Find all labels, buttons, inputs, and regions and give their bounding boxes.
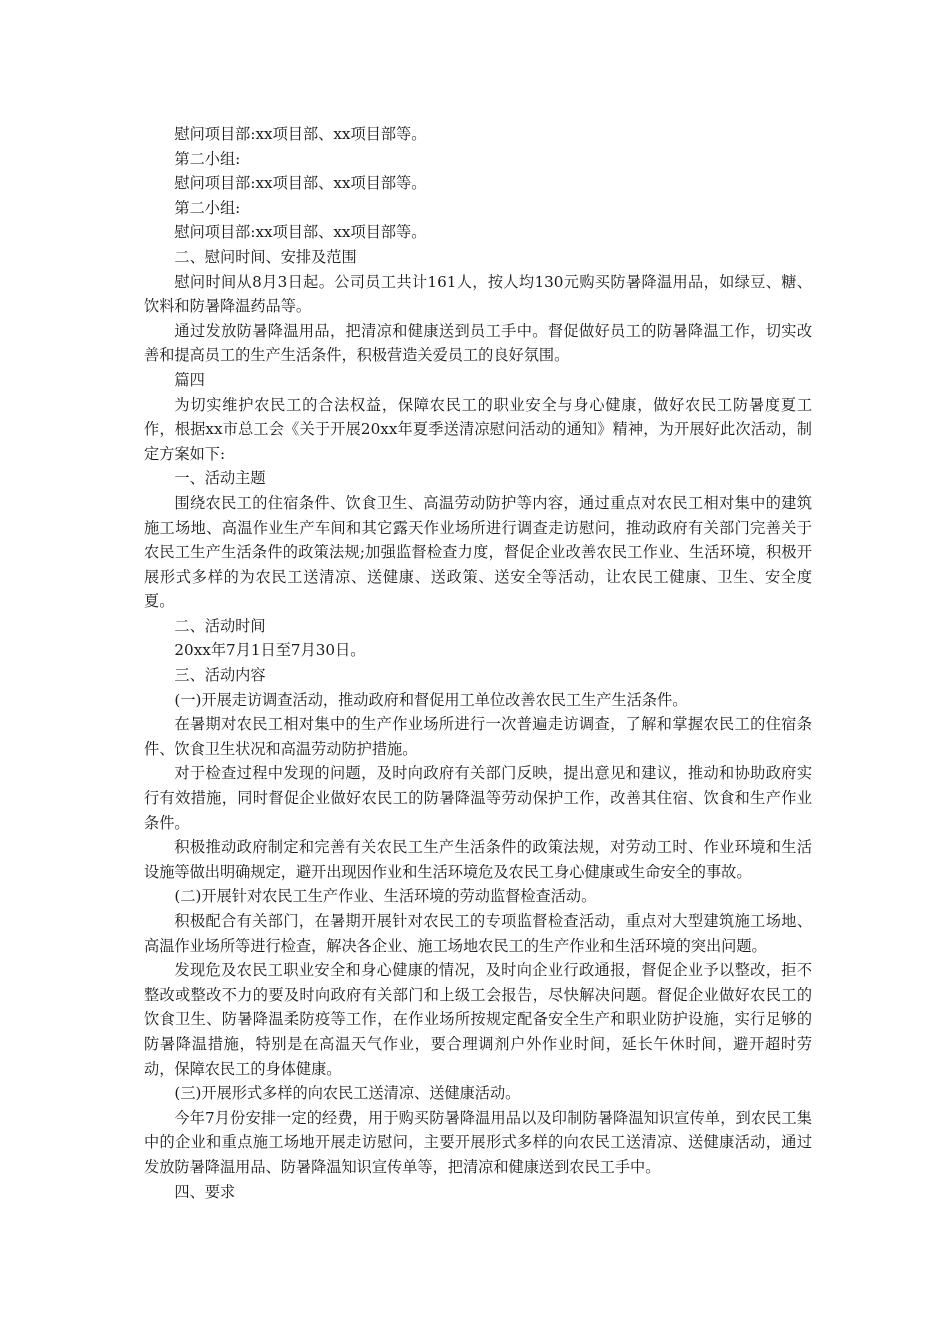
paragraph: 今年7月份安排一定的经费，用于购买防暑降温用品以及印制防暑降温知识宣传单，到农民工集中的企业和重点施工场地开展走访慰问，主要开展形式多样的向农民工送清凉、送健康活动，通过发放防暑降温用品、防暑降温知识宣传单等，把清凉和健康送到农民工手中。 <box>144 1108 812 1176</box>
subsection-heading: (二)开展针对农民工生产作业、生活环境的劳动监督检查活动。 <box>174 887 597 906</box>
paragraph: 20xx年7月1日至7月30日。 <box>174 641 366 660</box>
paragraph: 慰问项目部:xx项目部、xx项目部等。 <box>174 174 427 193</box>
paragraph: 通过发放防暑降温用品，把清凉和健康送到员工手中。督促做好员工的防暑降温工作，切实改善和提高员工的生产生活条件，积极营造关爱员工的良好氛围。 <box>144 321 812 365</box>
paragraph: 第二小组: <box>174 198 241 217</box>
paragraph: 为切实维护农民工的合法权益，保障农民工的职业安全与身心健康，做好农民工防暑度夏工作，根据xx市总工会《关于开展20xx年夏季送清凉慰问活动的通知》精神，为开展好此次活动，制定方案如下: <box>144 395 812 463</box>
document-body <box>144 122 812 1204</box>
paragraph: 第二小组: <box>174 149 241 168</box>
section-heading: 三、活动内容 <box>174 666 266 685</box>
paragraph: 慰问时间从8月3日起。公司员工共计161人，按人均130元购买防暑降温用品，如绿豆、糖、饮料和防暑降温药品等。 <box>144 272 812 316</box>
section-heading: 四、要求 <box>174 1182 236 1201</box>
subsection-heading: (一)开展走访调查活动，推动政府和督促用工单位改善农民工生产生活条件。 <box>174 690 688 709</box>
paragraph: 积极配合有关部门，在暑期开展针对农民工的专项监督检查活动，重点对大型建筑施工场地、高温作业场所等进行检查，解决各企业、施工场地农民工的生产作业和生活环境的突出问题。 <box>144 912 812 955</box>
section-heading: 篇四 <box>174 370 205 389</box>
section-heading: 二、活动时间 <box>174 616 266 635</box>
paragraph: 积极推动政府制定和完善有关农民工生产生活条件的政策法规，对劳动工时、作业环境和生活设施等做出明确规定，避开出现因作业和生活环境危及农民工身心健康或生命安全的事故。 <box>144 838 812 881</box>
paragraph: 慰问项目部:xx项目部、xx项目部等。 <box>174 223 427 242</box>
paragraph: 围绕农民工的住宿条件、饮食卫生、高温劳动防护等内容，通过重点对农民工相对集中的建筑施工场地、高温作业生产车间和其它露天作业场所进行调查走访慰问，推动政府有关部门完善关于农民工生产生活条件的政策法规;加强监督检查力度，督促企业改善农民工作业、生活环境，积极开展形式多样的为农民工送清凉、送健康、送政策、送安全等活动，让农民工健康、卫生、安全度夏。 <box>144 493 812 611</box>
subsection-heading: (三)开展形式多样的向农民工送清凉、送健康活动。 <box>174 1084 521 1103</box>
paragraph: 慰问项目部:xx项目部、xx项目部等。 <box>174 125 427 143</box>
paragraph: 对于检查过程中发现的问题，及时向政府有关部门反映，提出意见和建议，推动和协助政府实行有效措施，同时督促企业做好农民工的防暑降温等劳动保护工作，改善其住宿、饮食和生产作业条件。 <box>144 764 812 832</box>
section-heading: 二、慰问时间、安排及范围 <box>174 247 357 266</box>
paragraph: 在暑期对农民工相对集中的生产作业场所进行一次普遍走访调查，了解和掌握农民工的住宿条件、饮食卫生状况和高温劳动防护措施。 <box>144 715 812 758</box>
paragraph: 发现危及农民工职业安全和身心健康的情况，及时向企业行政通报，督促企业予以整改，拒不整改或整改不力的要及时向政府有关部门和上级工会报告，尽快解决问题。督促企业做好农民工的饮食卫生、防暑降温柔防疫等工作，在作业场所按规定配备安全生产和职业防护设施，实行足够的防暑降温措施，特别是在高温天气作业，要合理调剂户外作业时间，延长午休时间，避开超时劳动，保障农民工的身体健康。 <box>144 961 812 1078</box>
section-heading: 一、活动主题 <box>174 469 266 488</box>
